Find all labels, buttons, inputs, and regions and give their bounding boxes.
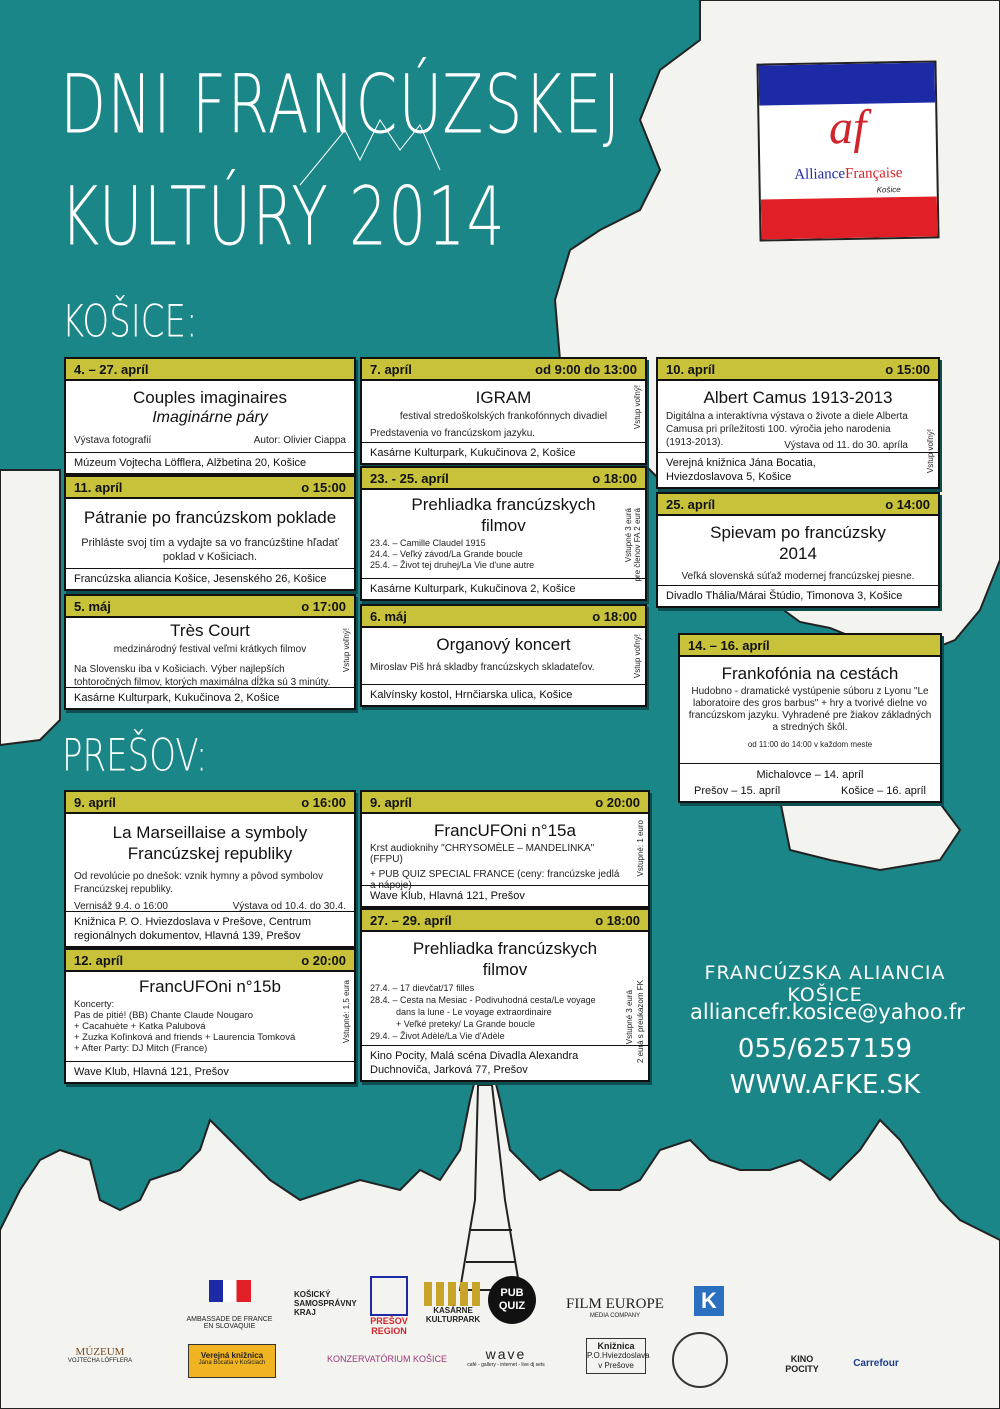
kraj-label-1: KOŠICKÝ	[294, 1290, 331, 1299]
presov-region-logo	[366, 1276, 412, 1336]
event-title-1: Spievam po francúzsky	[710, 523, 886, 542]
event-price: Vstupné: 1 euro	[636, 820, 645, 877]
event-city-2: Prešov – 15. apríl	[694, 785, 781, 797]
event-author: Autor: Olivier Ciappa	[253, 435, 346, 446]
sponsors-bar	[0, 1276, 1000, 1409]
film-line: + Veľké preteky/ La Grande boucle	[396, 1019, 535, 1029]
kino-label-2: POCITY	[785, 1364, 819, 1374]
event-desc: Miroslav Piš hrá skladby francúzskych skladateľov.	[370, 662, 595, 673]
pubquiz-label-2: QUIZ	[498, 1300, 526, 1312]
event-place: Wave Klub, Hlavná 121, Prešov	[362, 885, 648, 906]
event-entry-note: Vstup voľný!	[342, 628, 351, 673]
pubquiz-label-1: PUB	[500, 1287, 524, 1299]
event-date: 9. apríl	[370, 794, 412, 810]
section-kosice: KOŠICE:	[62, 296, 198, 348]
af-name-2: Française	[844, 165, 903, 183]
event-subtitle: Imaginárne páry	[152, 409, 268, 426]
event-date: 5. máj	[74, 598, 111, 614]
region-label-2: REGION	[371, 1326, 407, 1336]
event-city-3: Košice – 16. apríl	[841, 785, 926, 797]
event-card-organ	[360, 604, 647, 707]
film-line: 23.4. – Camille Claudel 1915	[370, 538, 486, 548]
af-name-1: Alliance	[794, 166, 846, 183]
event-dates: Výstava od 10.4. do 30.4.	[232, 901, 346, 912]
film-line: 25.4. – Život tej druhej/La Vie d'une autre	[370, 560, 535, 570]
concert-line: Pas de pitié! (BB) Chante Claude Nougaro	[74, 1010, 254, 1021]
event-entry-note: Vstup voľný!	[633, 385, 642, 430]
contact-phone[interactable]: 055/6257159	[737, 1034, 913, 1064]
event-price: Vstupné 3 eurá	[625, 990, 634, 1045]
event-time: o 18:00	[595, 912, 640, 928]
event-title-2: Francúzskej republiky	[127, 844, 293, 863]
event-title: Couples imaginaires	[132, 388, 288, 407]
event-card-francufoni-15a	[360, 790, 650, 908]
event-title-1: Prehliadka francúzskych	[411, 495, 596, 514]
seal-logo	[672, 1332, 728, 1388]
event-price: Vstupné 3 eurá	[624, 508, 633, 563]
film-line: 27.4. – 17 dievčat/17 filles	[370, 983, 475, 993]
event-place: Kalvínsky kostol, Hrnčiarska ulica, Košice	[362, 684, 645, 705]
event-desc-2: Na Slovensku iba v Košiciach. Výber najlepších tohtoročných filmov, ktorých maximálna dĺžka sú 3 minúty.	[74, 664, 331, 688]
poster-title-line2: KULTÚRY 2014	[60, 170, 506, 265]
event-title-1: Prehliadka francúzskych	[412, 939, 598, 958]
event-time: o 15:00	[885, 361, 930, 377]
event-place: Kino Pocity, Malá scéna Divadla Alexandra Duchnoviča, Jarková 77, Prešov	[362, 1045, 648, 1080]
event-time: o 16:00	[301, 794, 346, 810]
concert-line: + Cacahuète + Katka Palubová	[74, 1021, 206, 1032]
film-line: dans la lune - Le voyage extraordinaire	[396, 1007, 552, 1017]
event-card-frankofonia	[678, 633, 942, 803]
event-date: 23. - 25. apríl	[370, 470, 449, 486]
event-title-1: La Marseillaise a symboly	[112, 823, 308, 842]
ambassade-logo	[182, 1280, 277, 1330]
kino-label-1: KINO	[790, 1354, 814, 1364]
event-price-members: pre členov FA 2 eurá	[633, 508, 642, 582]
event-desc: medzinárodný festival veľmi krátkych filmov	[113, 644, 307, 655]
event-hours: od 11:00 do 14:00 v každom meste	[747, 740, 873, 749]
event-title-2: filmov	[482, 960, 528, 979]
kniznica-sub: Jána Bocatia v Košiciach	[198, 1360, 266, 1366]
event-card-francufoni-15b	[64, 948, 356, 1084]
event-desc: Digitálna a interaktívna výstava o živote a diele Alberta Camusa pri príležitosti 100. výročia jeho narodenia (1913-2013).	[666, 411, 908, 448]
event-entry-note: Vstup voľný!	[926, 429, 935, 474]
af-city: Košice	[876, 185, 901, 195]
event-date: 25. apríl	[666, 496, 716, 512]
event-time: o 14:00	[885, 496, 930, 512]
event-title: Albert Camus 1913-2013	[703, 388, 893, 407]
event-desc: Od revolúcie po dnešok: vznik hymny a pôvod symbolov Francúzskej republiky.	[74, 871, 324, 895]
event-place: Kasárne Kulturpark, Kukučinova 2, Košice	[66, 687, 354, 708]
povh-label-3: v Prešove	[598, 1361, 634, 1370]
event-place: Divadlo Thália/Márai Štúdio, Timonova 3, Košice	[658, 585, 938, 606]
concert-line: + After Party: DJ Mitch (France)	[74, 1043, 208, 1054]
kasarne-logo	[424, 1282, 482, 1324]
event-place-2: Hviezdoslavova 5, Košice	[666, 471, 792, 483]
kniznica-povh-logo	[586, 1338, 650, 1374]
film-europe-label: FILM EUROPE	[566, 1296, 664, 1312]
af-letters: af	[828, 100, 867, 155]
event-date: 10. apríl	[666, 361, 716, 377]
kraj-label-2: SAMOSPRÁVNY	[294, 1299, 357, 1308]
kniznica-label: Verejná knižnica	[200, 1351, 264, 1360]
povh-label-1: Knižnica	[597, 1341, 635, 1351]
event-title: Frankofónia na cestách	[721, 664, 899, 683]
event-place: Francúzska aliancia Košice, Jesenského 26, Košice	[66, 568, 354, 589]
event-title: IGRAM	[475, 388, 532, 407]
event-city-1: Michalovce – 14. apríl	[756, 769, 864, 781]
k-logo: K	[694, 1286, 724, 1316]
event-price: Vstupné: 1,5 eura	[342, 980, 351, 1044]
region-label-1: PREŠOV	[370, 1316, 408, 1326]
ambassade-label-2: EN SLOVAQUIE	[203, 1323, 256, 1330]
event-time: o 17:00	[301, 598, 346, 614]
kraj-label-3: KRAJ	[294, 1308, 316, 1317]
carrefour-logo: Carrefour	[853, 1358, 899, 1369]
muzeum-label: MÚZEUM	[75, 1346, 125, 1358]
kasarne-label-1: KASÁRNE	[433, 1306, 473, 1315]
event-dates: Výstava od 11. do 30. apríla	[784, 440, 908, 451]
muzeum-sub: VOJTECHA LÖFFLERA	[67, 1358, 133, 1364]
event-desc-2: Predstavenia vo francúzskom jazyku.	[370, 428, 536, 439]
event-kind: Výstava fotografií	[74, 435, 152, 446]
event-date: 4. – 27. apríl	[74, 361, 149, 377]
event-time: o 15:00	[301, 479, 346, 495]
event-place: Múzeum Vojtecha Löfflera, Alžbetina 20, Košice	[66, 452, 354, 473]
film-europe-logo	[546, 1296, 684, 1319]
contact-org: FRANCÚZSKA ALIANCIA KOŠICE	[704, 962, 946, 1006]
event-place: Kasárne Kulturpark, Kukučinova 2, Košice	[362, 578, 645, 599]
event-place: Kasárne Kulturpark, Kukučinova 2, Košice	[362, 442, 645, 463]
event-card-igram	[360, 357, 647, 465]
event-vernissage: Vernisáž 9.4. o 16:00	[74, 901, 168, 912]
film-line: 29.4. – Život Adèle/La Vie d'Adèle	[370, 1031, 505, 1041]
event-price-fk: 2 eurá s preukazom FK	[636, 980, 645, 1064]
event-date: 7. apríl	[370, 361, 412, 377]
event-desc: Krst audioknihy "CHRYSOMÈLE – MANDELINKA" (FFPU)	[370, 843, 595, 865]
event-place: Knižnica P. O. Hviezdoslava v Prešove, Centrum regionálnych dokumentov, Hlavná 139, Prešov	[66, 911, 354, 946]
event-desc-2: + PUB QUIZ SPECIAL FRANCE (ceny: francúzske jedlá a nápoje)	[370, 869, 620, 891]
pub-quiz-logo	[488, 1276, 536, 1324]
event-card-films-presov	[360, 908, 650, 1082]
event-desc: festival stredoškolských frankofónnych divadiel	[399, 411, 608, 422]
poster-title-line1: DNI FRANCÚZSKEJ	[60, 58, 622, 153]
event-card-tres-court	[64, 594, 356, 710]
contact-web[interactable]: WWW.AFKE.SK	[729, 1070, 921, 1100]
event-date: 9. apríl	[74, 794, 116, 810]
event-desc: Hudobno - dramatické vystúpenie súboru z Lyonu "Le laboratoire des gros barbus" + hry a tvorivé dielne vo francúzskom jazyku. Vyhradené pre žiakov základných a stredných škôl.	[688, 686, 932, 733]
wave-logo	[466, 1346, 546, 1368]
event-title-2: filmov	[481, 516, 526, 535]
event-time: od 9:00 do 13:00	[535, 361, 637, 377]
film-europe-sub: MEDIA COMPANY	[589, 1313, 641, 1319]
alliance-francaise-logo	[756, 60, 939, 241]
event-time: o 20:00	[595, 794, 640, 810]
event-place-1: Verejná knižnica Jána Bocatia,	[666, 457, 816, 469]
event-desc: Veľká slovenská súťaž modernej francúzskej piesne.	[681, 571, 915, 582]
verejna-kniznica-logo	[188, 1344, 276, 1378]
event-card-spievam	[656, 492, 940, 608]
film-line: 28.4. – Cesta na Mesiac - Podivuhodná cesta/Le voyage	[370, 995, 596, 1005]
konzervatorium-logo: KONZERVATÓRIUM KOŠICE	[326, 1354, 447, 1364]
event-title: FrancUFOni n°15a	[434, 821, 576, 840]
concert-line: Koncerty:	[74, 999, 115, 1010]
event-desc: Prihláste svoj tím a vydajte sa vo francúzštine hľadať poklad v Košiciach.	[81, 537, 339, 563]
event-date: 6. máj	[370, 608, 407, 624]
muzeum-logo	[50, 1346, 150, 1364]
kasarne-label-2: KULTURPARK	[425, 1315, 481, 1324]
event-date: 27. – 29. apríl	[370, 912, 452, 928]
event-title: Très Court	[170, 621, 250, 640]
event-title-2: 2014	[779, 544, 817, 563]
contact-email[interactable]: alliancefr.kosice@yahoo.fr	[690, 1000, 965, 1024]
concert-line: + Zuzka Koľinková and friends + Laurencia Tomková	[74, 1032, 296, 1043]
event-title: FrancUFOni n°15b	[139, 977, 281, 996]
event-card-treasure	[64, 475, 356, 591]
ambassade-label-1: AMBASSADE DE FRANCE	[186, 1316, 273, 1323]
section-presov: PREŠOV:	[62, 730, 208, 782]
event-card-camus	[656, 357, 940, 489]
event-date: 12. apríl	[74, 952, 124, 968]
event-title: Pátranie po francúzskom poklade	[83, 508, 337, 527]
kino-pocity-logo	[782, 1354, 822, 1374]
event-time: o 18:00	[592, 470, 637, 486]
wave-label: wave	[485, 1346, 527, 1362]
event-date: 14. – 16. apríl	[688, 637, 770, 653]
event-card-couples	[64, 357, 356, 475]
event-entry-note: Vstup voľný!	[633, 634, 642, 679]
event-time: o 18:00	[592, 608, 637, 624]
event-date: 11. apríl	[74, 479, 123, 495]
event-title: Organový koncert	[436, 635, 571, 654]
povh-label-2: P.O.Hviezdoslava	[587, 1351, 650, 1360]
film-line: 24.4. – Veľký závod/La Grande boucle	[370, 549, 523, 559]
wave-sub: café - gallery - internet - live dj sets	[467, 1362, 545, 1368]
event-card-films-kosice	[360, 466, 647, 601]
event-place: Wave Klub, Hlavná 121, Prešov	[66, 1061, 354, 1082]
event-time: o 20:00	[301, 952, 346, 968]
event-card-marseillaise	[64, 790, 356, 948]
